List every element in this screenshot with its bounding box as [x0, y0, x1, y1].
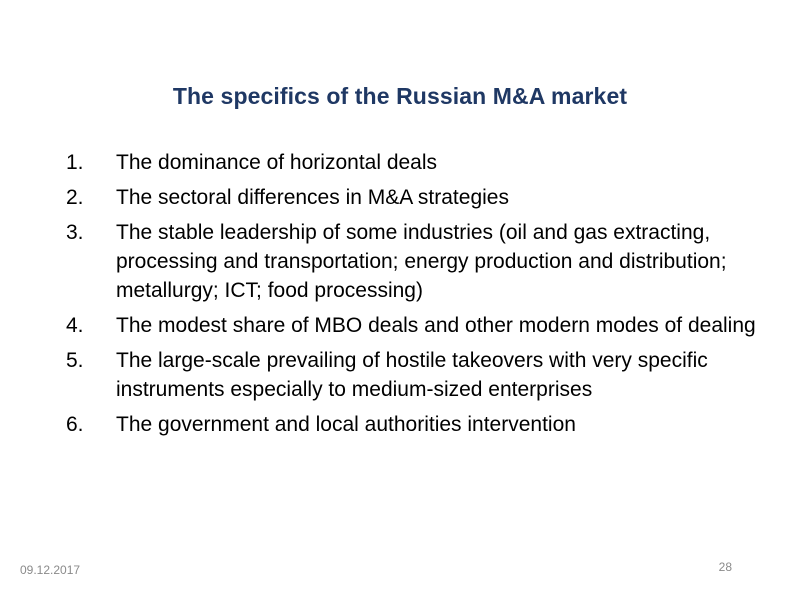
- list-item-text: The government and local authorities intervention: [116, 413, 576, 436]
- list-item-number: 1.: [66, 151, 84, 174]
- list-item: [66, 183, 756, 212]
- list-item-text: The sectoral differences in M&A strategies: [116, 186, 509, 209]
- list-item-number: 3.: [66, 221, 84, 244]
- list-item-text: The large-scale prevailing of hostile takeovers with very specific instruments especially to medium-sized enterprises: [116, 349, 708, 401]
- list-item-text: The modest share of MBO deals and other modern modes of dealing: [116, 314, 756, 337]
- footer-date: 09.12.2017: [20, 563, 81, 577]
- list-item-text: The stable leadership of some industries (oil and gas extracting, processing and transportation; energy production and distribution; metallurgy; ICT; food processing): [116, 221, 727, 302]
- list-item: [66, 148, 756, 177]
- list-item: [66, 311, 756, 340]
- list-item: [66, 346, 756, 404]
- page-number: 28: [718, 560, 732, 574]
- list-item-number: 6.: [66, 413, 84, 436]
- slide-title: The specifics of the Russian M&A market: [172, 83, 628, 109]
- list-item-number: 5.: [66, 349, 84, 372]
- list-item: [66, 218, 756, 305]
- list-item-number: 4.: [66, 314, 84, 337]
- list-item: [66, 410, 756, 439]
- numbered-list: [66, 148, 756, 445]
- list-item-text: The dominance of horizontal deals: [116, 151, 438, 174]
- list-item-number: 2.: [66, 186, 84, 209]
